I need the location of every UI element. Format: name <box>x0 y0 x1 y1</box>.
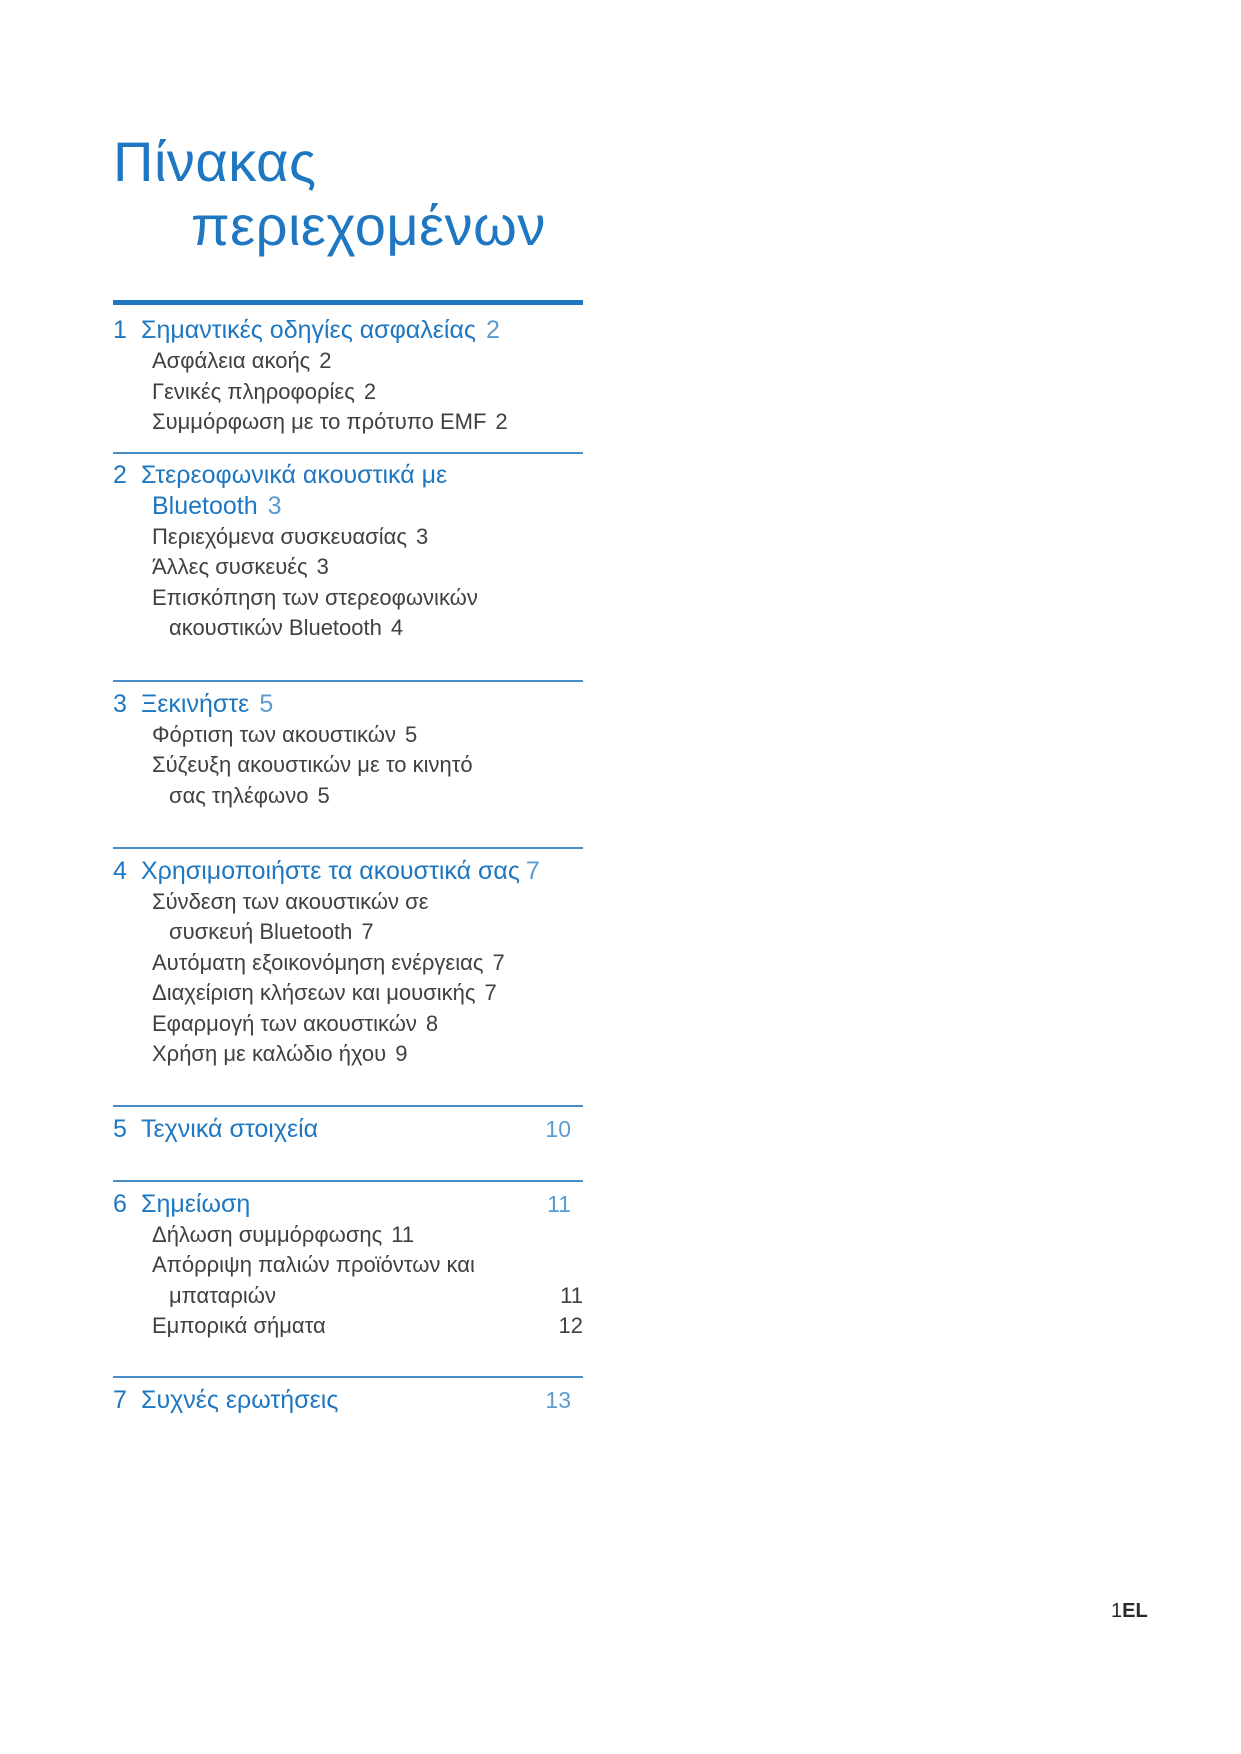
entry-page: 8 <box>425 1010 439 1036</box>
table-of-contents <box>113 300 583 1436</box>
entry-text: Επισκόπηση των στερεοφωνικών <box>152 584 478 610</box>
section-number: 6 <box>113 1189 127 1218</box>
entry-page: 7 <box>361 919 374 944</box>
entry-page: 12 <box>558 1313 583 1338</box>
toc-heading-6[interactable] <box>113 1189 583 1220</box>
section-divider <box>113 300 583 305</box>
section-title: Τεχνικά στοιχεία <box>141 1114 319 1143</box>
entry-text: Ασφάλεια ακοής <box>152 348 311 373</box>
page-title-line1: Πίνακας <box>113 130 317 193</box>
entry-page: 9 <box>395 1041 408 1066</box>
page-title-line2: περιεχομένων <box>191 194 546 257</box>
toc-entry[interactable] <box>113 948 583 979</box>
toc-entry[interactable] <box>113 583 583 644</box>
entry-text: Σύνδεση των ακουστικών σε <box>152 888 429 914</box>
section-divider <box>113 1376 583 1378</box>
toc-entry[interactable] <box>113 720 583 751</box>
toc-entry[interactable] <box>113 552 583 583</box>
entry-text: Σύζευξη ακουστικών με το κινητό <box>152 752 473 777</box>
section-divider <box>113 452 583 454</box>
entry-page: 3 <box>316 554 329 579</box>
entry-text: Απόρριψη παλιών προϊόντων και <box>152 1252 475 1277</box>
section-title: Σημείωση <box>141 1189 251 1218</box>
toc-entry[interactable] <box>113 887 583 948</box>
page-footer <box>1111 1600 1148 1623</box>
toc-heading-5[interactable] <box>113 1114 583 1145</box>
entry-text: Γενικές πληροφορίες <box>152 378 355 404</box>
entry-text: Άλλες συσκευές <box>152 554 308 579</box>
toc-section-6 <box>113 1180 583 1376</box>
entry-text: Εμπορικά σήματα <box>152 1313 326 1338</box>
toc-heading-3[interactable] <box>113 689 583 720</box>
section-title: Χρησιμοποιήστε τα ακουστικά σας <box>141 856 520 885</box>
toc-entry[interactable] <box>113 407 583 438</box>
toc-section-3 <box>113 680 583 847</box>
entry-page: 3 <box>415 523 429 549</box>
section-title-cont: Bluetooth <box>152 491 258 520</box>
toc-section-1 <box>113 300 583 452</box>
toc-entry[interactable] <box>113 978 583 1009</box>
section-number: 3 <box>113 689 127 718</box>
toc-entry[interactable] <box>113 750 583 811</box>
toc-heading-2[interactable] <box>113 460 583 522</box>
section-page: 2 <box>485 316 500 344</box>
entry-text: Διαχείριση κλήσεων και μουσικής <box>152 980 476 1005</box>
section-number: 7 <box>113 1385 127 1414</box>
section-title: Σημαντικές οδηγίες ασφαλείας <box>141 316 476 344</box>
entry-text: Συμμόρφωση με το πρότυπο EMF <box>152 409 487 434</box>
entry-text-cont: σας τηλέφωνο <box>169 782 309 808</box>
entry-page: 2 <box>495 409 508 434</box>
page-title <box>113 130 546 258</box>
section-page: 10 <box>545 1115 571 1142</box>
entry-page: 5 <box>317 782 330 808</box>
toc-entry[interactable] <box>113 346 583 377</box>
section-page: 11 <box>547 1190 571 1217</box>
section-title: Στερεοφωνικά ακουστικά με <box>141 460 448 489</box>
entry-page: 7 <box>484 980 497 1005</box>
section-page: 7 <box>525 856 540 885</box>
entry-page: 2 <box>363 378 377 404</box>
entry-text-cont: συσκευή Bluetooth <box>169 919 353 944</box>
toc-entry[interactable] <box>113 1220 583 1251</box>
language-code: EL <box>1122 1600 1148 1622</box>
toc-entry[interactable] <box>113 1311 583 1342</box>
toc-entry[interactable] <box>113 1009 583 1040</box>
section-number: 5 <box>113 1114 127 1143</box>
entry-text: Φόρτιση των ακουστικών <box>152 721 396 747</box>
entry-text: Αυτόματη εξοικονόμηση ενέργειας <box>152 949 484 975</box>
entry-page: 7 <box>492 949 505 975</box>
section-number: 4 <box>113 856 127 885</box>
entry-text: Δήλωση συμμόρφωσης <box>152 1221 383 1247</box>
toc-heading-1[interactable] <box>113 315 583 346</box>
section-divider <box>113 680 583 682</box>
section-number: 1 <box>113 316 127 344</box>
toc-section-7 <box>113 1376 583 1436</box>
entry-text: Εφαρμογή των ακουστικών <box>152 1010 417 1036</box>
section-number: 2 <box>113 460 127 489</box>
entry-text-cont: ακουστικών Bluetooth <box>169 615 382 640</box>
section-title: Συχνές ερωτήσεις <box>141 1385 339 1414</box>
toc-section-2 <box>113 452 583 680</box>
entry-text: Χρήση με καλώδιο ήχου <box>152 1041 387 1066</box>
section-title: Ξεκινήστε <box>141 689 250 718</box>
toc-section-4 <box>113 847 583 1105</box>
toc-section-5 <box>113 1105 583 1180</box>
toc-entry[interactable] <box>113 522 583 553</box>
entry-text: Περιεχόμενα συσκευασίας <box>152 523 407 549</box>
section-divider <box>113 1180 583 1182</box>
entry-text-cont: μπαταριών <box>169 1282 276 1308</box>
section-page: 13 <box>545 1386 571 1413</box>
page-number: 1 <box>1111 1600 1123 1622</box>
toc-heading-7[interactable] <box>113 1385 583 1416</box>
entry-page: 2 <box>319 348 332 373</box>
entry-page: 11 <box>391 1221 415 1247</box>
toc-entry[interactable] <box>113 1039 583 1070</box>
toc-entry[interactable] <box>113 1250 583 1311</box>
entry-page: 4 <box>390 615 404 640</box>
toc-heading-4[interactable] <box>113 856 583 887</box>
entry-page: 5 <box>404 721 418 747</box>
toc-entry[interactable] <box>113 377 583 408</box>
section-page: 5 <box>259 689 274 718</box>
section-divider <box>113 1105 583 1107</box>
section-divider <box>113 847 583 849</box>
section-page: 3 <box>267 491 282 520</box>
entry-page: 11 <box>560 1282 583 1308</box>
